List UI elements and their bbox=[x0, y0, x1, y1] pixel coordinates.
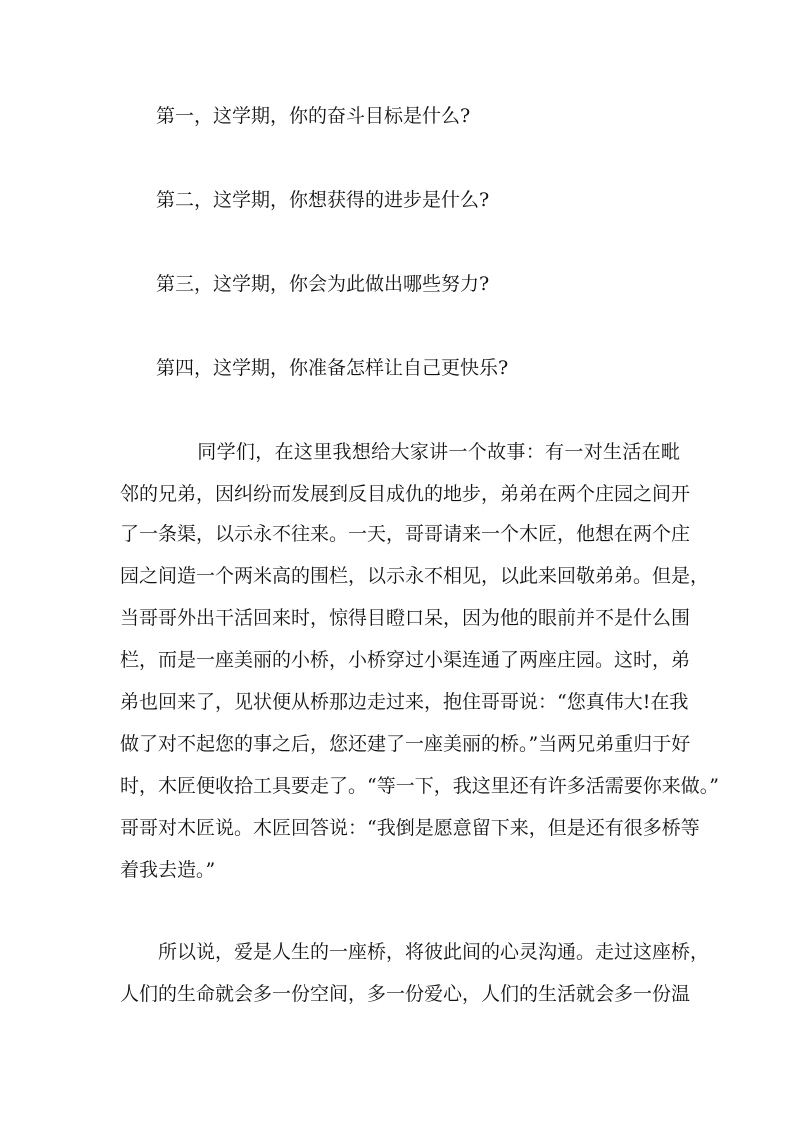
question-2: 第二，这学期，你想获得的进步是什么? bbox=[156, 189, 490, 211]
conclusion-line: 所以说，爱是人生的一座桥，将彼此间的心灵沟通。走过这座桥， bbox=[120, 941, 710, 963]
story-line: 时，木匠便收拾工具要走了。“等一下，我这里还有许多活需要你来做。” bbox=[120, 775, 719, 797]
story-line: 做了对不起您的事之后，您还建了一座美丽的桥。”当两兄弟重归于好 bbox=[120, 733, 691, 755]
story-line: 哥哥对木匠说。木匠回答说：“我倒是愿意留下来，但是还有很多桥等 bbox=[120, 817, 700, 839]
conclusion-line: 人们的生命就会多一份空间，多一份爱心，人们的生活就会多一份温 bbox=[120, 983, 691, 1005]
story-line: 同学们，在这里我想给大家讲一个故事：有一对生活在毗 bbox=[120, 441, 680, 463]
story-line: 邻的兄弟，因纠纷而发展到反目成仇的地步，弟弟在两个庄园之间开 bbox=[120, 483, 691, 505]
story-line: 园之间造一个两米高的围栏，以示永不相见，以此来回敬弟弟。但是， bbox=[120, 565, 710, 587]
question-4: 第四，这学期，你准备怎样让自己更快乐? bbox=[156, 357, 509, 379]
story-line: 着我去造。” bbox=[120, 859, 216, 881]
story-line: 了一条渠，以示永不往来。一天，哥哥请来一个木匠，他想在两个庄 bbox=[120, 523, 691, 545]
question-3: 第三，这学期，你会为此做出哪些努力? bbox=[156, 273, 490, 295]
story-line: 栏，而是一座美丽的小桥，小桥穿过小渠连通了两座庄园。这时，弟 bbox=[120, 649, 691, 671]
story-line: 当哥哥外出干活回来时，惊得目瞪口呆，因为他的眼前并不是什么围 bbox=[120, 607, 691, 629]
question-1: 第一，这学期，你的奋斗目标是什么? bbox=[156, 105, 471, 127]
story-line: 弟也回来了，见状便从桥那边走过来，抱住哥哥说：“您真伟大!在我 bbox=[120, 691, 689, 713]
